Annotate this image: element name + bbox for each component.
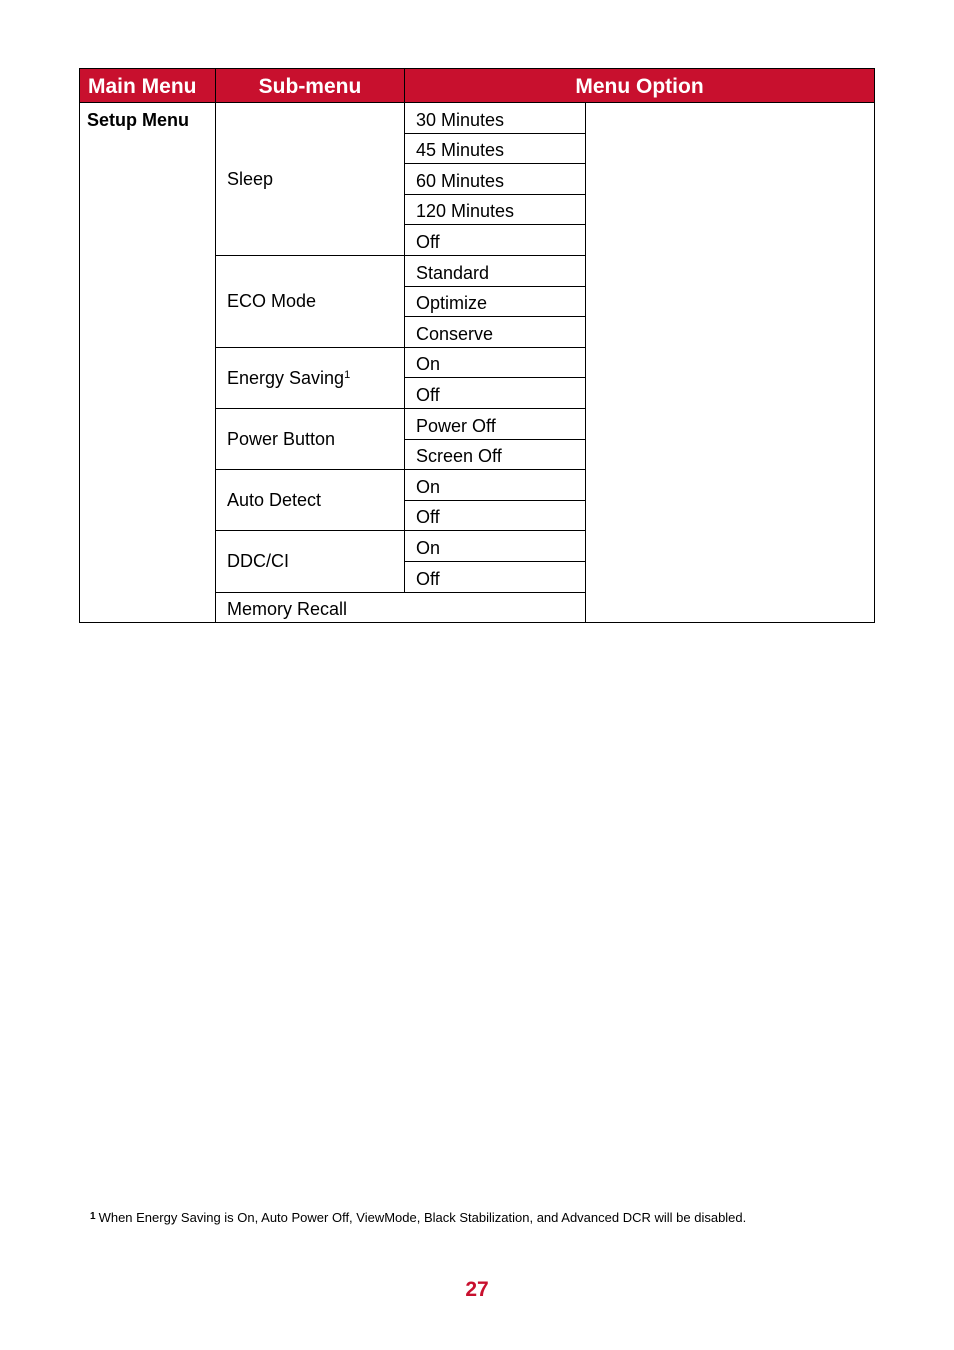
option-sleep-45: 45 Minutes — [405, 133, 586, 164]
option-power-off: Power Off — [405, 408, 586, 439]
option-eco-conserve: Conserve — [405, 317, 586, 348]
setup-menu-table — [79, 68, 875, 623]
sub-menu-energy-saving — [216, 347, 405, 408]
energy-saving-label: Energy Saving — [227, 367, 345, 388]
footnote-reference: 1 — [344, 368, 351, 381]
option-blank-area — [586, 103, 875, 623]
main-menu-setup: Setup Menu — [80, 103, 216, 623]
page-number: 27 — [465, 1278, 489, 1301]
option-eco-standard: Standard — [405, 255, 586, 286]
footnote-mark: 1 — [90, 1211, 96, 1222]
sub-menu-memory-recall: Memory Recall — [216, 592, 586, 623]
header-main-menu: Main Menu — [80, 69, 216, 103]
sub-menu-auto-detect: Auto Detect — [216, 470, 405, 531]
option-sleep-30: 30 Minutes — [405, 103, 586, 134]
table-row — [80, 103, 875, 134]
option-ddc-ci-on: On — [405, 531, 586, 562]
footnote-text: When Energy Saving is On, Auto Power Off, ViewMode, Black Stabilization, and Advanced DCR will be disabled. — [98, 1210, 747, 1225]
footnote — [90, 1208, 746, 1227]
header-menu-option: Menu Option — [405, 69, 875, 103]
sub-menu-sleep: Sleep — [216, 103, 405, 256]
table-header-row — [80, 69, 875, 103]
option-ddc-ci-off: Off — [405, 561, 586, 592]
option-sleep-off: Off — [405, 225, 586, 256]
option-sleep-60: 60 Minutes — [405, 164, 586, 195]
option-sleep-120: 120 Minutes — [405, 194, 586, 225]
option-eco-optimize: Optimize — [405, 286, 586, 317]
sub-menu-eco-mode: ECO Mode — [216, 255, 405, 347]
sub-menu-power-button: Power Button — [216, 408, 405, 469]
option-auto-detect-on: On — [405, 470, 586, 501]
option-energy-off: Off — [405, 378, 586, 409]
sub-menu-ddc-ci: DDC/CI — [216, 531, 405, 592]
option-auto-detect-off: Off — [405, 500, 586, 531]
option-screen-off: Screen Off — [405, 439, 586, 470]
option-energy-on: On — [405, 347, 586, 378]
header-sub-menu: Sub-menu — [216, 69, 405, 103]
